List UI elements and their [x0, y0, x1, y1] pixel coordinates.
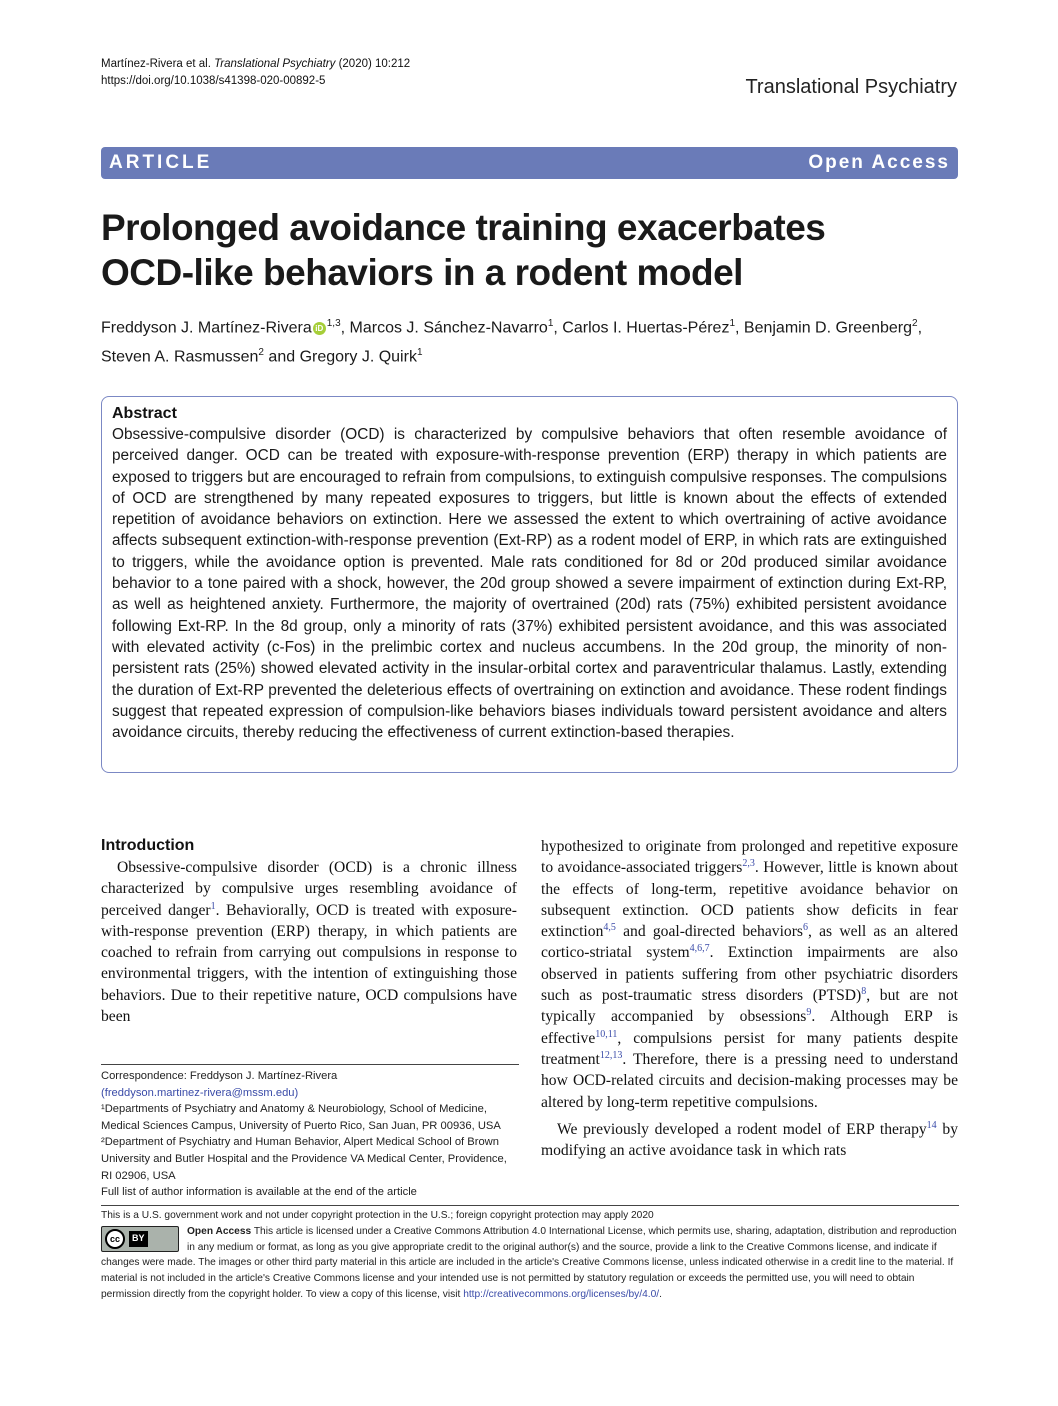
citation-ref[interactable]: 6 — [802, 922, 808, 933]
citation-header — [101, 56, 410, 90]
citation-ref[interactable]: 12,13 — [599, 1049, 623, 1061]
author-separator: and — [263, 348, 300, 366]
intro-paragraph-1-cont — [541, 836, 958, 1113]
by-icon: BY — [129, 1231, 148, 1247]
author-list — [101, 311, 961, 370]
author-affil: 2 — [912, 318, 918, 329]
government-work-note: This is a U.S. government work and not under copyright protection in the U.S.; foreign copyright protection may apply 2020 — [101, 1210, 654, 1221]
intro-paragraph-2 — [541, 1119, 958, 1162]
body-text: . Therefore, there is a pressing need to understand how OCD-related circuits and decision-making processes may be altered by long-term repetitive compulsions. — [541, 1050, 958, 1111]
affiliation-2: ²Department of Psychiatry and Human Behavior, Alpert Medical School of Brown University and Butler Hospital and the Providence VA Medical Center, Providence, RI 02906, USA — [101, 1136, 507, 1182]
author-name[interactable]: Freddyson J. Martínez-Rivera — [101, 319, 312, 337]
open-access-bold: Open Access — [187, 1225, 252, 1237]
license-end: . — [659, 1288, 662, 1300]
body-text: hypothesized to originate from prolonged and repetitive exposure to avoidance-associated triggers — [541, 838, 958, 877]
author-affil: 1 — [547, 318, 554, 329]
section-heading-introduction: Introduction — [101, 837, 195, 854]
citation-ref[interactable]: 9 — [806, 1007, 812, 1019]
body-text: . However, little is known about the effects of long-term, repetitive avoidance behavior on subsequent extinction. OCD patients show deficits in fear extinction — [541, 859, 958, 941]
body-text: . Extinction impairments are also observed in patients suffering from other psychiatric disorders such as post-traumatic stress disorders (PTSD) — [541, 944, 958, 1005]
license-block — [101, 1205, 959, 1303]
body-text: by modifying an active avoidance task in which rats — [541, 1120, 958, 1160]
author-name[interactable]: Benjamin D. Greenberg — [743, 319, 912, 337]
body-column-left — [101, 836, 517, 1027]
body-text: . Behaviorally, OCD is treated with exposure-with-response prevention (ERP) therapy, in which patients are coached to refrain from carrying out compulsions in response to environmental triggers, with the intention of extinguishing those behaviors. Due to their repetitive nature, OCD compulsions have been — [101, 901, 517, 1026]
body-column-right — [541, 836, 958, 1161]
body-text: and goal-directed behaviors — [615, 923, 803, 941]
abstract-text: Obsessive-compulsive disorder (OCD) is characterized by compulsive behaviors that often resemble avoidance of perceived danger. OCD can be treated with exposure-with-response prevention (ERP) therapy in which patients are exposed to triggers but are encouraged to refrain from compulsions, to extinguish compulsive responses. The compulsions of OCD are strengthened by many repeated exposures to triggers, but little is known about the effects of extended repetition of avoidance behaviors on extinction. Here we assessed the extent to which overtraining of active avoidance affects subsequent extinction-with-response prevention (Ext-RP) as a rodent model of ERP, in which rats are extinguished to triggers, while the avoidance option is prevented. Male rats conditioned for 8d or 20d produced similar avoidance behavior to a tone paired with a shock, however, the 20d group showed a severe impairment of extinction during Ext-RP, as well as heightened anxiety. Furthermore, the majority of overtrained (20d) rats (75%) exhibited persistent avoidance following Ext-RP. In the 8d group, only a minority of rats (37%) exhibited persistent avoidance, and this was associated with elevated activity (c-Fos) in the prelimbic cortex and nucleus accumbens. In the 20d group, the minority of non-persistent rats (25%) showed elevated activity in the insular-orbital cortex and paraventricular thalamus. Lastly, extending the duration of Ext-RP prevented the deleterious effects of overtraining on extinction and avoidance. These rodent findings suggest that repeated expression of compulsion-like behaviors biases individuals toward persistent avoidance and alters avoidance circuits, thereby reducing the effectiveness of current extinction-based therapies. — [112, 426, 947, 742]
cc-license-badge[interactable] — [101, 1226, 179, 1252]
title-line-2: OCD-like behaviors in a rodent model — [101, 252, 743, 293]
correspondence: Correspondence: Freddyson J. Martínez-Rivera — [101, 1070, 338, 1082]
author-name[interactable]: Steven A. Rasmussen — [101, 348, 259, 366]
citation-ref[interactable]: 1 — [210, 900, 216, 912]
body-text: , compulsions persist for many patients despite treatment — [541, 1029, 958, 1068]
author-separator: , — [735, 319, 744, 337]
body-text: , as well as an altered cortico-striatal system — [541, 923, 958, 962]
citation-ref[interactable]: 10,11 — [595, 1028, 618, 1040]
license-text — [101, 1224, 959, 1303]
author-affil: 1 — [416, 347, 423, 359]
abstract-box — [101, 396, 958, 773]
author-separator: , — [917, 319, 923, 337]
author-affil: 1 — [729, 318, 736, 329]
license-link[interactable]: http://creativecommons.org/licenses/by/4.0/ — [463, 1288, 660, 1300]
license-body: This article is licensed under a Creative Commons Attribution 4.0 International License, which permits use, sharing, adaptation, distribution and reproduction in any medium or format, as long as you give appropriate credit to the original author(s) and the source, provide a link to the Creative Commons license, and indicate if changes were made. The images or other third party material in this article are included in the article's Creative Commons license, unless indicated otherwise in a credit line to the material. If material is not included in the article's Creative Commons license and your intended use is not permitted by statutory regulation or exceeds the permitted use, you will need to obtain permission directly from the copyright holder. To view a copy of this license, visit — [101, 1225, 957, 1300]
citation-line — [101, 56, 410, 73]
article-title — [101, 205, 961, 295]
citation-ref[interactable]: 2,3 — [742, 858, 755, 870]
correspondence-email[interactable]: (freddyson.martinez-rivera@mssm.edu) — [101, 1086, 299, 1099]
orcid-icon[interactable]: iD — [313, 322, 326, 335]
correspondence-footnotes — [101, 1064, 519, 1201]
author-info-note: Full list of author information is available at the end of the article — [101, 1186, 417, 1199]
doi-link[interactable]: https://doi.org/10.1038/s41398-020-00892-5 — [101, 75, 326, 87]
affiliation-1: ¹Departments of Psychiatry and Anatomy & Neurobiology, School of Medicine, Medical Sciences Campus, University of Puerto Rico, San Juan, PR 00936, USA — [101, 1103, 501, 1132]
article-banner — [101, 147, 958, 179]
author-separator: , — [340, 319, 350, 337]
author-name[interactable]: Gregory J. Quirk — [299, 348, 417, 366]
cite-volume: (2020) 10:212 — [335, 58, 411, 70]
author-name[interactable]: Marcos J. Sánchez-Navarro — [349, 319, 548, 337]
title-line-1: Prolonged avoidance training exacerbates — [101, 207, 826, 248]
body-text: . Although ERP is effective — [541, 1008, 958, 1047]
author-affil: 2 — [258, 347, 264, 359]
intro-paragraph-1 — [101, 857, 517, 1027]
author-name[interactable]: Carlos I. Huertas-Pérez — [562, 319, 730, 337]
citation-ref[interactable]: 14 — [926, 1119, 937, 1131]
body-text: We previously developed a rodent model of ERP therapy — [557, 1120, 927, 1138]
journal-name: Translational Psychiatry — [745, 76, 957, 98]
author-separator: , — [553, 319, 563, 337]
citation-ref[interactable]: 4,6,7 — [689, 943, 710, 955]
body-text: , but are not typically accompanied by obsessions — [541, 987, 958, 1026]
cc-icon: cc — [105, 1229, 125, 1249]
abstract-heading: Abstract — [112, 405, 177, 422]
author-affil: 1,3 — [326, 318, 341, 329]
citation-ref[interactable]: 4,5 — [603, 922, 616, 933]
cite-authors: Martínez-Rivera et al. — [101, 58, 211, 70]
body-text: Obsessive-compulsive disorder (OCD) is a chronic illness characterized by compulsive urges resembling avoidance of perceived danger — [101, 859, 517, 919]
article-type-label: ARTICLE — [109, 152, 213, 173]
open-access-label: Open Access — [808, 152, 950, 173]
cite-journal: Translational Psychiatry — [214, 58, 336, 70]
citation-ref[interactable]: 8 — [861, 985, 867, 997]
